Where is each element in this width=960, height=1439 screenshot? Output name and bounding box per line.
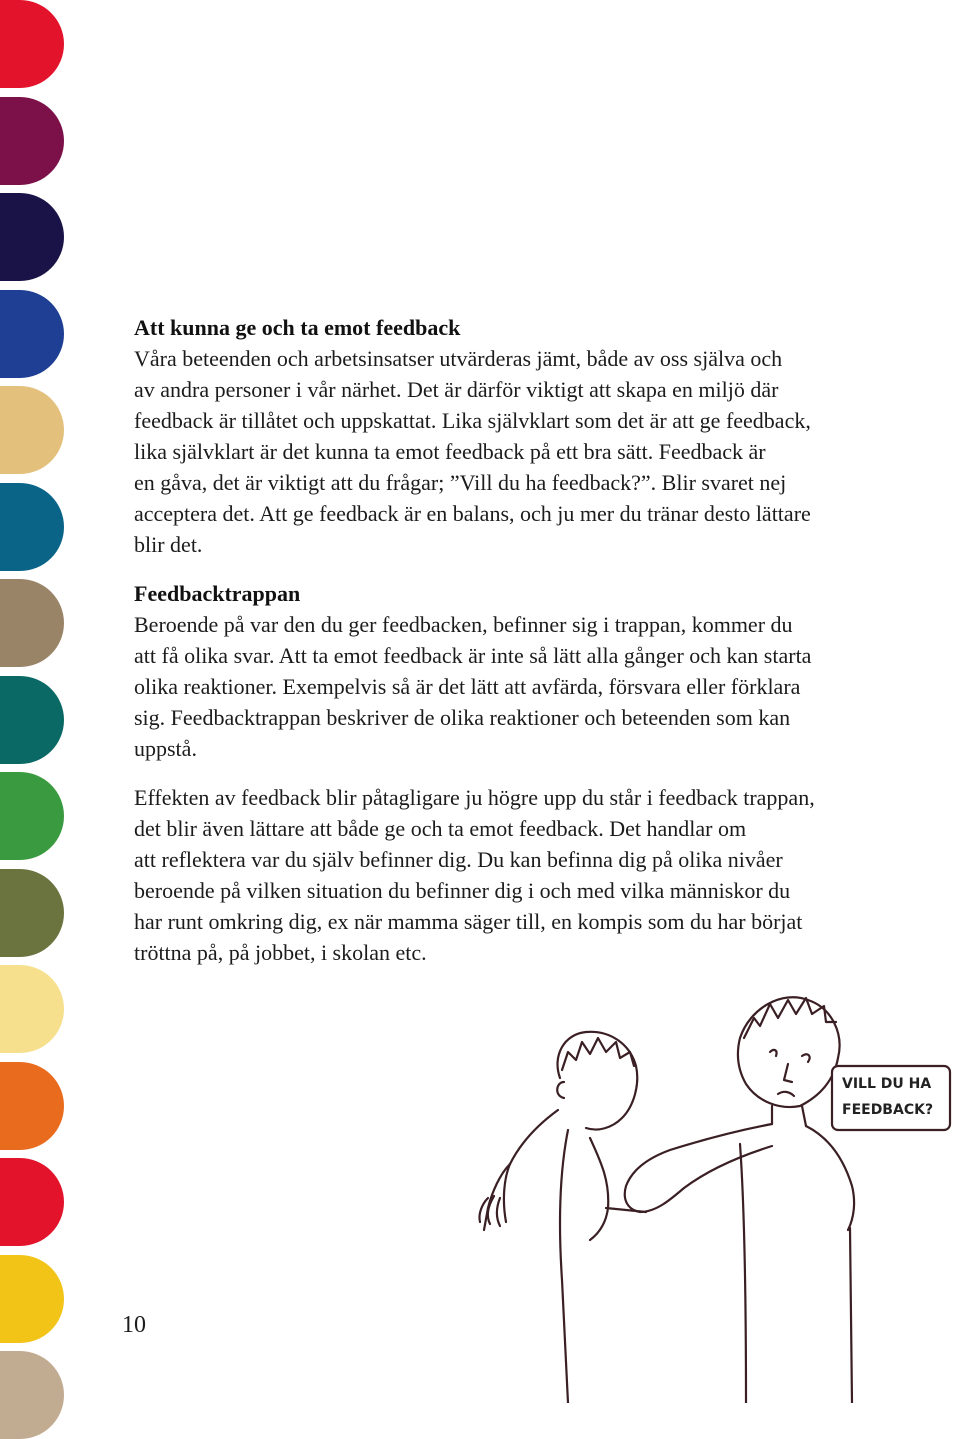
- text-line: beroende på vilken situation du befinner dig i och med vilka människor du: [134, 878, 791, 903]
- color-tab: [0, 483, 64, 571]
- color-tab: [0, 1062, 64, 1150]
- color-tab: [0, 290, 64, 378]
- text-line: att reflektera var du själv befinner dig. Du kan befinna dig på olika nivåer: [134, 847, 783, 872]
- left-person-shoulders: [504, 1110, 558, 1222]
- left-person-head: [558, 1032, 638, 1130]
- text-line: Beroende på var den du ger feedbacken, befinner sig i trappan, kommer du: [134, 612, 793, 637]
- color-tab: [0, 676, 64, 764]
- right-person-eye: [770, 1050, 810, 1062]
- color-tab: [0, 0, 64, 88]
- color-tab: [0, 193, 64, 281]
- text-line: sig. Feedbacktrappan beskriver de olika reaktioner och beteenden som kan: [134, 705, 791, 730]
- right-person-arm-over: [625, 1124, 772, 1212]
- right-person-mouth: [778, 1092, 794, 1096]
- color-tab: [0, 965, 64, 1053]
- speech-bubble: [832, 1066, 950, 1130]
- text-line: en gåva, det är viktigt att du frågar; ”Vill du ha feedback?”. Blir svaret nej: [134, 470, 787, 495]
- text-line: acceptera det. Att ge feedback är en balans, och ju mer du tränar desto lättare: [134, 501, 811, 526]
- right-person-shoulder: [806, 1126, 854, 1230]
- section-giving-feedback: [134, 312, 924, 560]
- color-tab: [0, 386, 64, 474]
- section-heading: Att kunna ge och ta emot feedback: [134, 315, 461, 340]
- color-tab: [0, 772, 64, 860]
- left-person-ear: [557, 1082, 564, 1098]
- section-heading: Feedbacktrappan: [134, 581, 301, 606]
- color-tab: [0, 97, 64, 185]
- left-person-torso: [560, 1130, 568, 1403]
- text-line: av andra personer i vår närhet. Det är därför viktigt att skapa en miljö där: [134, 377, 779, 402]
- left-person-shirt-edge: [606, 1208, 646, 1212]
- text-line: Våra beteenden och arbetsinsatser utvärderas jämt, både av oss själva och: [134, 346, 783, 371]
- text-line: tröttna på, på jobbet, i skolan etc.: [134, 940, 427, 965]
- feedback-sketch-illustration: [440, 960, 960, 1403]
- sketch-svg: [440, 960, 960, 1403]
- text-line: Effekten av feedback blir påtagligare ju högre upp du står i feedback trappan,: [134, 785, 815, 810]
- right-person-hair: [744, 998, 836, 1038]
- right-person-shirt: [740, 1144, 746, 1403]
- speech-bubble-line1: VILL DU HA: [842, 1076, 932, 1092]
- section-feedbacktrappan: [134, 578, 924, 764]
- text-line: att få olika svar. Att ta emot feedback är inte så lätt alla gånger och kan starta: [134, 643, 812, 668]
- right-person-nose: [784, 1064, 792, 1082]
- speech-bubble-line2: FEEDBACK?: [842, 1102, 934, 1118]
- color-tab: [0, 869, 64, 957]
- right-person-torso: [850, 1228, 852, 1403]
- text-line: uppstå.: [134, 736, 197, 761]
- page-number: 10: [122, 1312, 146, 1338]
- text-line: blir det.: [134, 532, 203, 557]
- color-tab: [0, 1158, 64, 1246]
- section-paragraph: [134, 343, 924, 560]
- section-paragraph: [134, 609, 924, 764]
- text-line: feedback är tillåtet och uppskattat. Lika självklart som det är att ge feedback,: [134, 408, 811, 433]
- right-person-neck: [772, 1106, 806, 1126]
- section-paragraph: [134, 782, 924, 968]
- text-line: olika reaktioner. Exempelvis så är det lätt att avfärda, försvara eller förklara: [134, 674, 801, 699]
- text-line: det blir även lättare att både ge och ta emot feedback. Det handlar om: [134, 816, 747, 841]
- text-line: lika självklart är det kunna ta emot feedback på ett bra sätt. Feedback är: [134, 439, 766, 464]
- left-person-hair: [562, 1038, 634, 1070]
- text-line: har runt omkring dig, ex när mamma säger till, en kompis som du har börjat: [134, 909, 803, 934]
- color-tab: [0, 579, 64, 667]
- color-tab: [0, 1255, 64, 1343]
- main-content: [134, 312, 924, 986]
- section-effect: [134, 782, 924, 968]
- left-person-sleeve: [590, 1138, 608, 1240]
- color-tab-strip: [0, 0, 70, 1403]
- color-tab: [0, 1351, 64, 1439]
